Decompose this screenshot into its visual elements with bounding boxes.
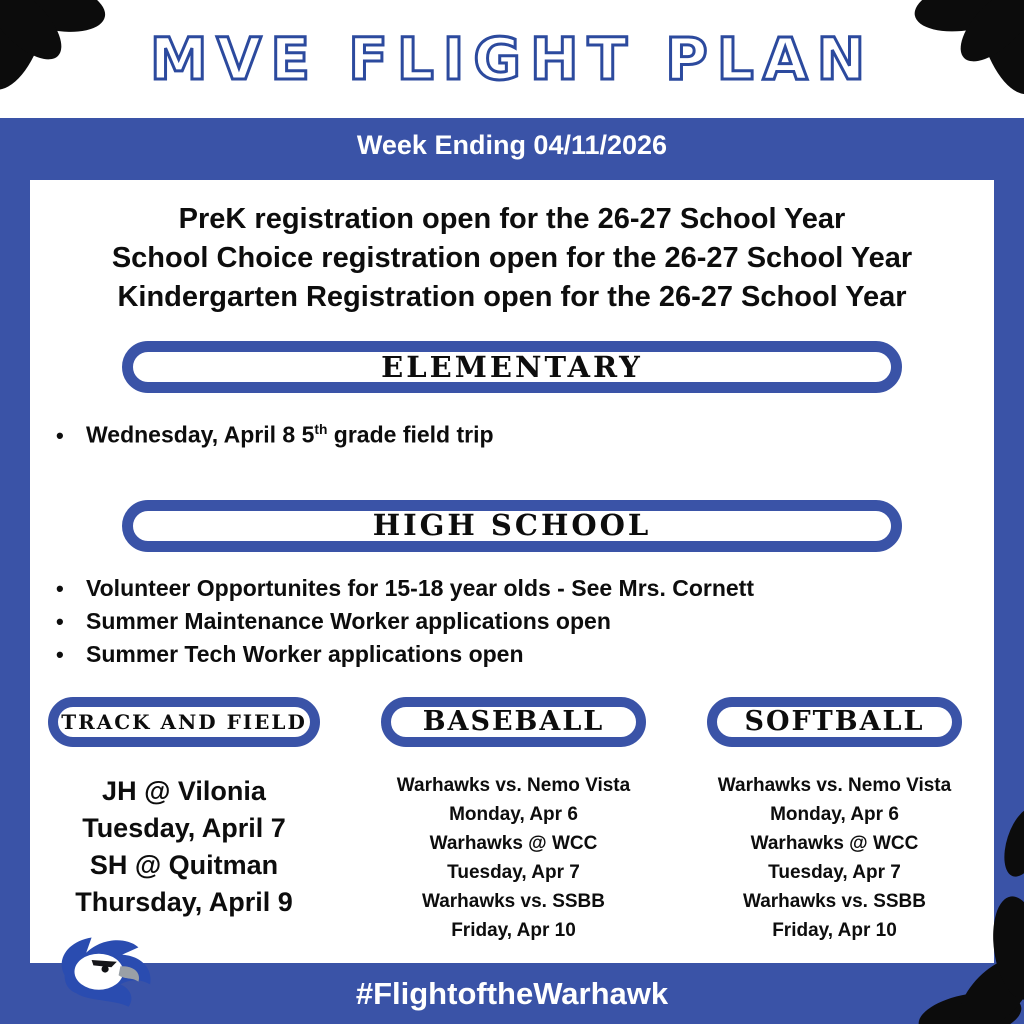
announcement-line: PreK registration open for the 26-27 School Year (178, 203, 846, 235)
elementary-bullets (30, 413, 994, 452)
schedule-line: Tuesday, Apr 7 (447, 861, 580, 883)
warhawk-logo-graphic (52, 928, 160, 1010)
schedule-line: Monday, Apr 6 (770, 803, 899, 825)
schedule-line: Tuesday, April 7 (82, 812, 286, 843)
schedule-line: Warhawks vs. Nemo Vista (717, 774, 952, 796)
schedule-line: Friday, Apr 10 (451, 919, 576, 941)
bullet-text-superscript: th (314, 422, 328, 437)
baseball-schedule (397, 771, 630, 945)
schedule-line: Warhawks @ WCC (750, 832, 919, 854)
footer-hashtag: #FlightoftheWarhawk (355, 976, 669, 1011)
bullet-dot: • (56, 641, 64, 667)
announcement-line: School Choice registration open for the 26-27 School Year (111, 242, 913, 274)
high-school-bullet-text: Volunteer Opportunites for 15-18 year olds - See Mrs. Cornett (86, 574, 754, 601)
bullet-dot: • (56, 575, 64, 601)
announcement-line: Kindergarten Registration open for the 26-27 School Year (117, 281, 907, 313)
schedule-line: SH @ Quitman (89, 849, 279, 880)
high-school-bullet-text: Summer Tech Worker applications open (86, 640, 524, 667)
elementary-header-pill (122, 341, 902, 393)
sport-column-baseball (381, 697, 646, 945)
schedule-line: Warhawks @ WCC (429, 832, 598, 854)
schedule-line: Warhawks vs. Nemo Vista (396, 774, 631, 796)
sport-column-track-and-field (48, 697, 320, 945)
warhawk-mascot-logo (52, 928, 160, 1010)
schedule-line: Thursday, April 9 (75, 886, 293, 917)
high-school-header-label: HIGH SCHOOL (372, 508, 652, 543)
track-and-field-header-pill (48, 697, 320, 747)
high-school-bullet (48, 572, 994, 605)
softball-header-label: SOFTBALL (744, 706, 925, 738)
elementary-bullet (48, 413, 994, 452)
track-and-field-schedule (75, 773, 293, 921)
week-ending-banner: Week Ending 04/11/2026 (356, 130, 668, 160)
high-school-bullet (48, 638, 994, 671)
schedule-line: Friday, Apr 10 (772, 919, 897, 941)
baseball-header-pill (381, 697, 646, 747)
schedule-line: JH @ Vilonia (102, 775, 266, 806)
high-school-bullet-text: Summer Maintenance Worker applications open (86, 607, 611, 634)
sports-row (30, 697, 994, 945)
header-band (0, 0, 1024, 118)
bullet-dot: • (56, 422, 64, 448)
elementary-bullet-text (86, 413, 494, 452)
softball-header-pill (707, 697, 962, 747)
sport-column-softball (707, 697, 962, 945)
page-title: MVE FLIGHT PLAN (149, 25, 875, 93)
elementary-header-label: ELEMENTARY (381, 349, 643, 384)
softball-schedule (718, 771, 951, 945)
content-card (30, 180, 994, 963)
track-and-field-header-label: TRACK AND FIELD (61, 709, 307, 734)
bullet-text-suffix: grade field trip (327, 421, 494, 448)
high-school-header-pill (122, 500, 902, 552)
bullet-text-prefix: Wednesday, April 8 5 (86, 421, 315, 448)
schedule-line: Warhawks vs. SSBB (421, 890, 606, 912)
bullet-dot: • (56, 608, 64, 634)
schedule-line: Monday, Apr 6 (449, 803, 578, 825)
baseball-header-label: BASEBALL (422, 706, 605, 738)
announcements (30, 180, 994, 317)
schedule-line: Warhawks vs. SSBB (742, 890, 927, 912)
high-school-bullet (48, 605, 994, 638)
high-school-bullets (30, 572, 994, 671)
schedule-line: Tuesday, Apr 7 (768, 861, 901, 883)
